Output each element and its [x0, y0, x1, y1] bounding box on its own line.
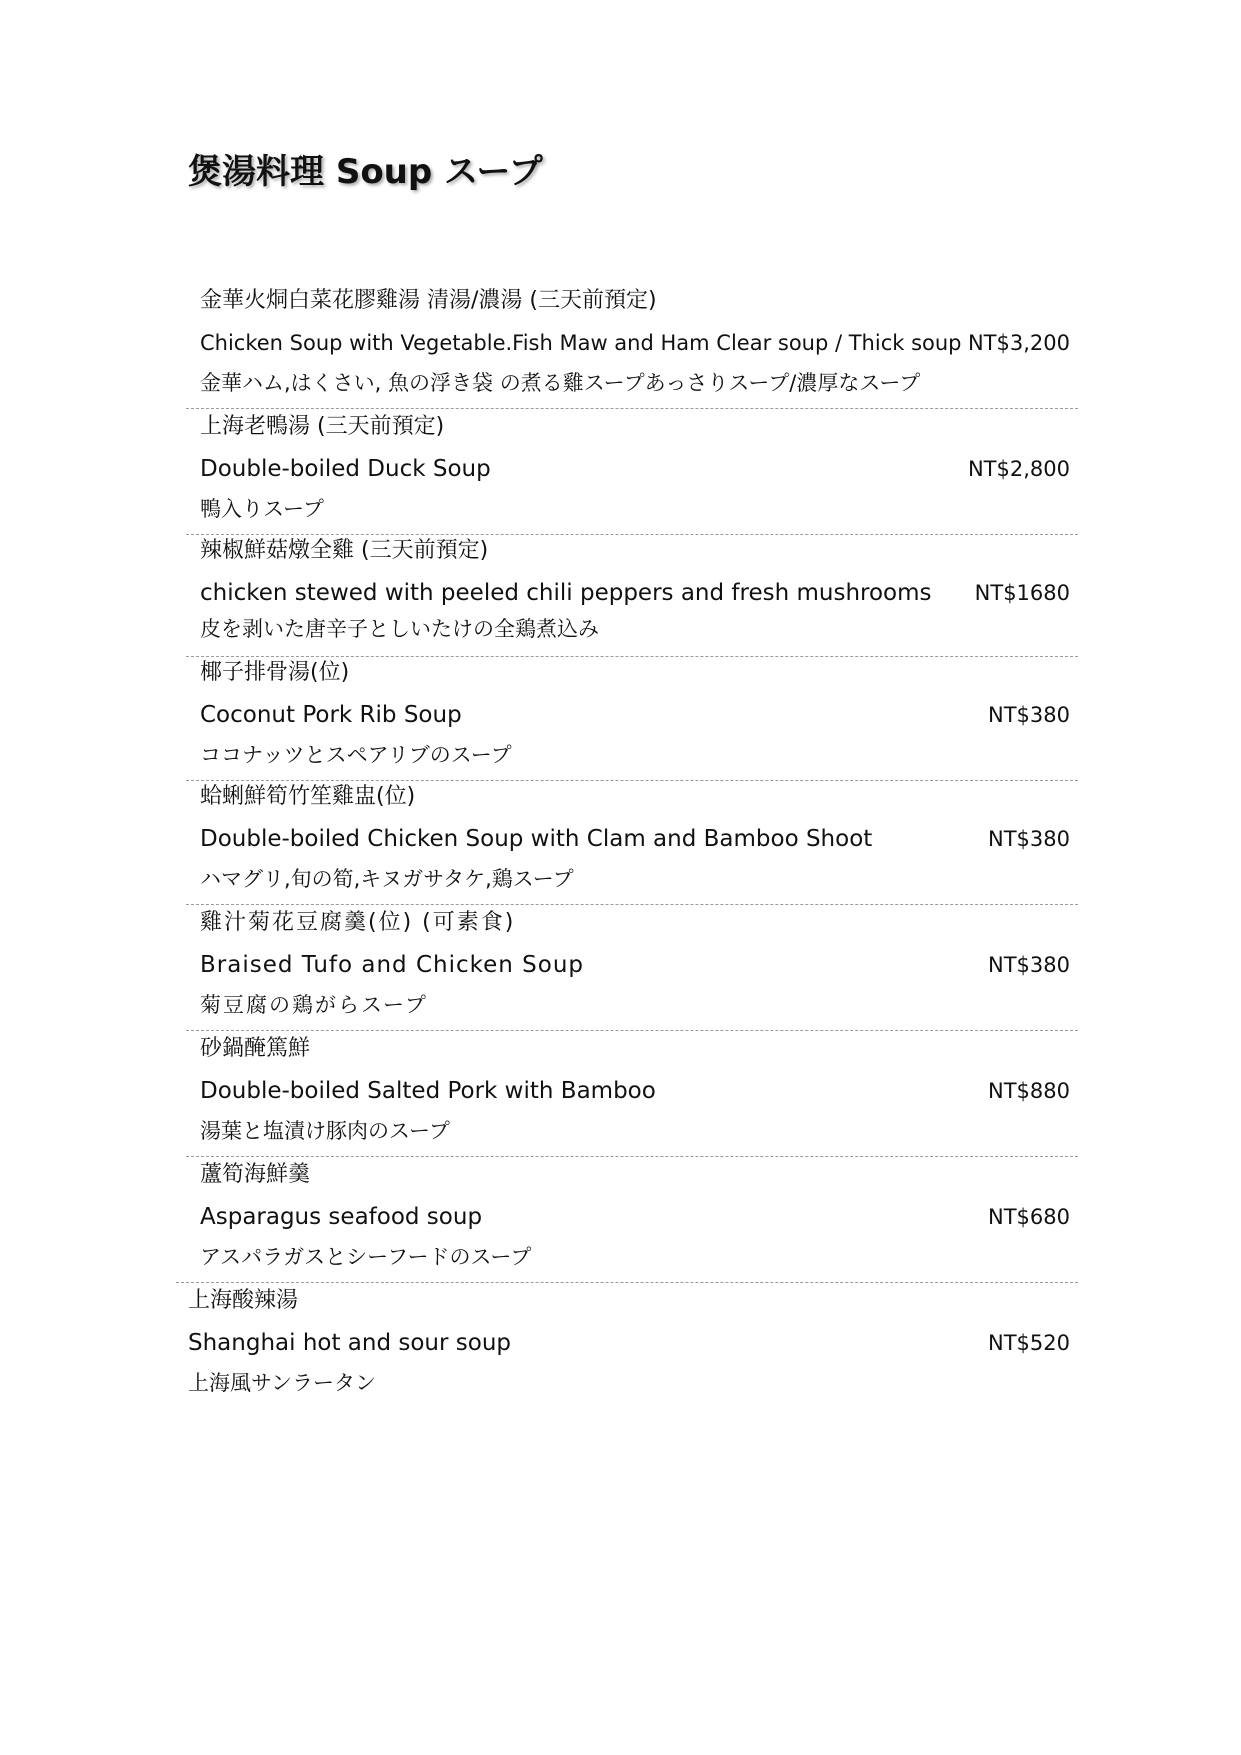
item-japanese-name: ハマグリ,旬の筍,キヌガサタケ,鶏スープ	[200, 867, 574, 891]
item-price: NT$2,800	[967, 457, 1070, 481]
item-english-name: Double-boiled Salted Pork with Bamboo	[200, 1078, 656, 1104]
item-price: NT$3,200	[967, 331, 1070, 355]
item-chinese-name: 蘆筍海鮮羹	[200, 1162, 311, 1187]
item-chinese-name: 砂鍋醃篤鮮	[200, 1036, 311, 1061]
menu-item	[176, 907, 1088, 1031]
item-chinese-name: 辣椒鮮菇燉全雞 (三天前預定)	[200, 538, 489, 563]
item-japanese-name: 上海風サンラータン	[188, 1371, 376, 1395]
item-english-name: Coconut Pork Rib Soup	[200, 702, 462, 728]
item-chinese-name: 椰子排骨湯(位)	[200, 660, 350, 685]
item-japanese-name: 金華ハム,はくさい, 魚の浮き袋 の煮る雞スープあっさりスープ/濃厚なスープ	[200, 371, 921, 395]
item-japanese-name: アスパラガスとシーフードのスープ	[200, 1245, 532, 1269]
item-chinese-name: 上海酸辣湯	[188, 1288, 299, 1313]
item-japanese-name: 皮を剥いた唐辛子としいたけの全鶏煮込み	[200, 617, 599, 641]
item-english-name: chicken stewed with peeled chili peppers and fresh mushrooms	[200, 580, 932, 606]
item-chinese-name: 金華火烔白菜花膠雞湯 清湯/濃湯 (三天前預定)	[200, 288, 657, 313]
item-japanese-name: 菊豆腐の鶏がらスープ	[200, 993, 428, 1017]
page-title: 煲湯料理 Soup スープ	[188, 152, 543, 192]
item-price: NT$380	[988, 953, 1070, 977]
item-chinese-name: 雞汁菊花豆腐羹(位) (可素食)	[200, 910, 516, 935]
menu-item	[176, 285, 1088, 409]
menu-item	[176, 781, 1088, 905]
item-price: NT$380	[988, 827, 1070, 851]
menu-item	[176, 411, 1088, 535]
item-english-name: Chicken Soup with Vegetable.Fish Maw and Ham Clear soup / Thick soup	[200, 331, 962, 355]
item-english-name: Shanghai hot and sour soup	[188, 1330, 512, 1356]
menu-item	[176, 535, 1088, 657]
menu-item	[176, 657, 1088, 781]
item-chinese-name: 蛤蜊鮮筍竹笙雞盅(位)	[200, 784, 416, 809]
item-price: NT$680	[988, 1205, 1070, 1229]
item-japanese-name: 湯葉と塩漬け豚肉のスープ	[200, 1119, 450, 1143]
item-english-name: Braised Tufo and Chicken Soup	[200, 952, 585, 978]
item-japanese-name: 鴨入りスープ	[200, 497, 324, 521]
item-english-name: Asparagus seafood soup	[200, 1204, 483, 1230]
menu-item	[176, 1159, 1088, 1283]
menu-item	[176, 1033, 1088, 1157]
item-english-name: Double-boiled Duck Soup	[200, 456, 491, 482]
item-price: NT$520	[988, 1331, 1070, 1355]
item-price: NT$380	[988, 703, 1070, 727]
menu-item	[176, 1285, 1088, 1409]
item-chinese-name: 上海老鴨湯 (三天前預定)	[200, 414, 445, 439]
item-english-name: Double-boiled Chicken Soup with Clam and Bamboo Shoot	[200, 826, 873, 852]
item-price: NT$1680	[974, 581, 1070, 605]
item-price: NT$880	[988, 1079, 1070, 1103]
item-japanese-name: ココナッツとスペアリブのスープ	[200, 743, 512, 767]
